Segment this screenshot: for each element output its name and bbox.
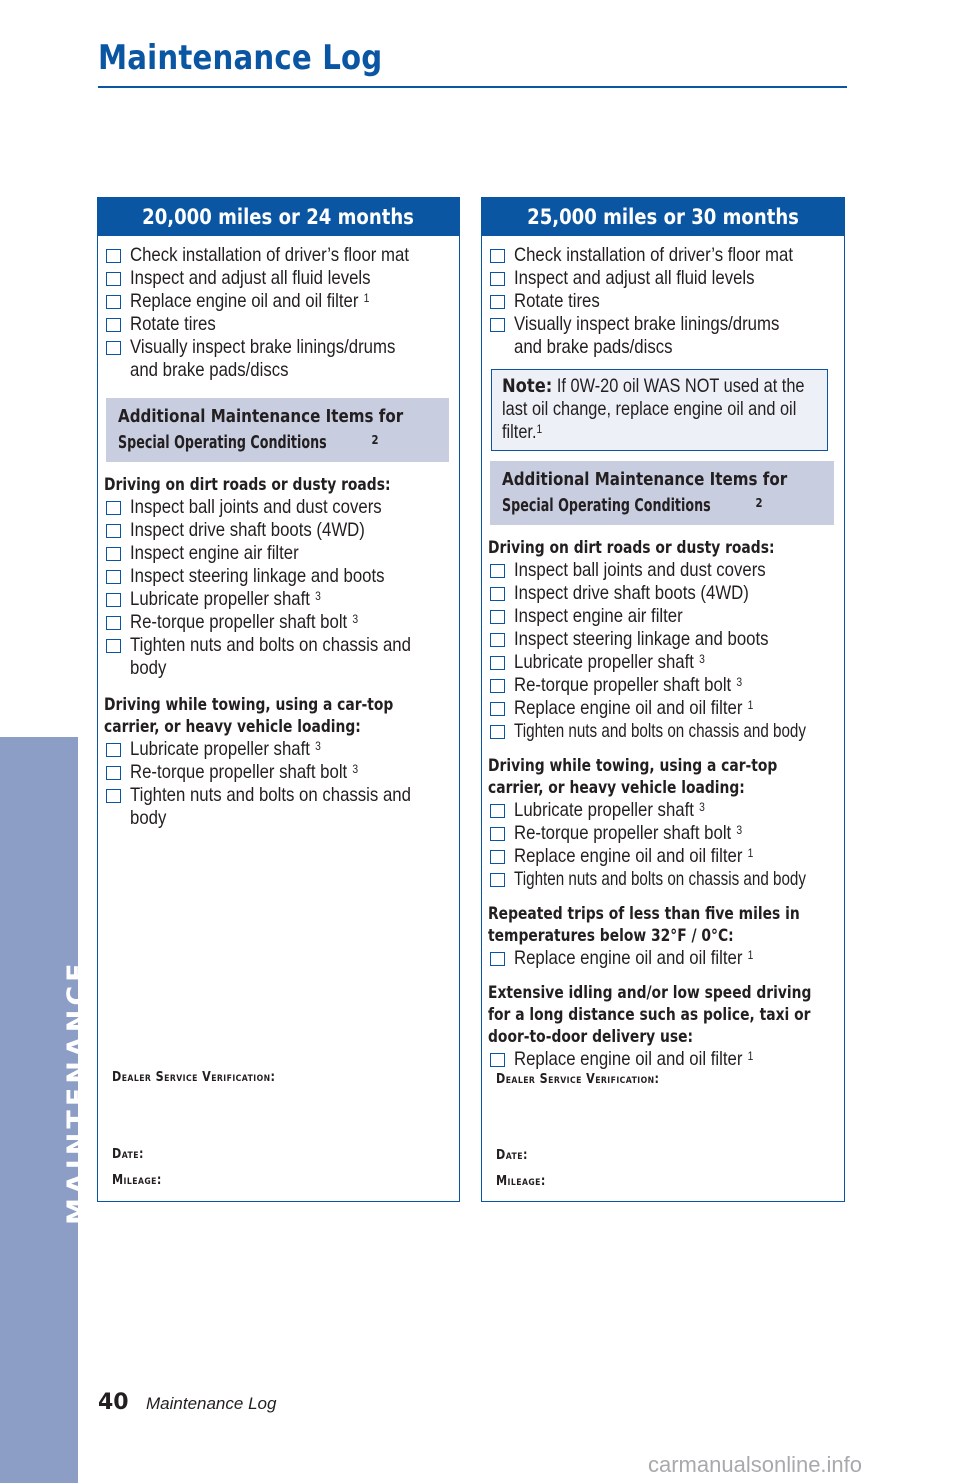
- checklist-item[interactable]: Inspect drive shaft boots (4WD): [104, 519, 453, 542]
- mileage-label: Mileage:: [496, 1174, 546, 1189]
- checklist-item[interactable]: Replace engine oil and oil filter $^1$: [488, 947, 838, 970]
- checklist-item[interactable]: Lubricate propeller shaft $^3$: [104, 588, 453, 611]
- checkbox-icon[interactable]: [106, 524, 121, 538]
- additional-items-box: Additional Maintenance Items for Special Operating Conditions $^2$: [106, 398, 449, 462]
- checklist-item[interactable]: Inspect and adjust all fluid levels: [488, 267, 838, 290]
- checklist-item[interactable]: Rotate tires: [104, 313, 453, 336]
- checklist-item[interactable]: Lubricate propeller shaft $^3$: [104, 738, 453, 761]
- checklist-item[interactable]: Tighten nuts and bolts on chassis and body: [488, 720, 838, 743]
- checkbox-icon[interactable]: [490, 827, 505, 841]
- checklist-item[interactable]: Inspect ball joints and dust covers: [488, 559, 838, 582]
- checkbox-icon[interactable]: [106, 616, 121, 630]
- checklist-item[interactable]: Inspect ball joints and dust covers: [104, 496, 453, 519]
- checkbox-icon[interactable]: [490, 702, 505, 716]
- condition-heading: Extensive idling and/or low speed driving for a long distance such as police, taxi or door-to-door delivery use:: [488, 983, 812, 1046]
- checkbox-icon[interactable]: [490, 679, 505, 693]
- interval-column-20000: [97, 197, 460, 1202]
- checklist-item[interactable]: Re-torque propeller shaft bolt $^3$: [488, 822, 838, 845]
- checklist-item[interactable]: Check installation of driver’s floor mat: [104, 244, 453, 267]
- checklist-item[interactable]: Inspect steering linkage and boots: [104, 565, 453, 588]
- checkbox-icon[interactable]: [490, 873, 505, 887]
- checkbox-icon[interactable]: [106, 593, 121, 607]
- checkbox-icon[interactable]: [490, 804, 505, 818]
- checkbox-icon[interactable]: [106, 249, 121, 263]
- checklist-item[interactable]: Tighten nuts and bolts on chassis and body: [488, 868, 838, 891]
- additional-items-box: Additional Maintenance Items for Special Operating Conditions $^2$: [490, 461, 834, 525]
- checklist-item[interactable]: Replace engine oil and oil filter $^1$: [488, 845, 838, 868]
- checklist-item[interactable]: Rotate tires: [488, 290, 838, 313]
- checkbox-icon[interactable]: [106, 501, 121, 515]
- checklist-item[interactable]: Inspect drive shaft boots (4WD): [488, 582, 838, 605]
- watermark: carmanualsonline.info: [648, 1452, 863, 1477]
- checklist-item[interactable]: Lubricate propeller shaft $^3$: [488, 799, 838, 822]
- page-number: 40: [98, 1390, 129, 1415]
- checkbox-icon[interactable]: [490, 656, 505, 670]
- checklist-item[interactable]: Inspect and adjust all fluid levels: [104, 267, 453, 290]
- checkbox-icon[interactable]: [490, 564, 505, 578]
- interval-column-25000: [481, 197, 845, 1202]
- checklist-item[interactable]: Inspect steering linkage and boots: [488, 628, 838, 651]
- condition-heading: Driving on dirt roads or dusty roads:: [104, 475, 391, 494]
- note-text: If 0W-20 oil WAS NOT used at the last oil change, replace engine oil and oil filter.: [502, 376, 805, 443]
- checkbox-icon[interactable]: [490, 952, 505, 966]
- checkbox-icon[interactable]: [106, 341, 121, 355]
- oil-note-box: Note: If 0W-20 oil WAS NOT used at the last oil change, replace engine oil and oil filter.$^1$: [491, 369, 828, 451]
- checklist-item[interactable]: Replace engine oil and oil filter $^1$: [488, 697, 838, 720]
- column-header: 25,000 miles or 30 months: [482, 198, 844, 236]
- checkbox-icon[interactable]: [490, 249, 505, 263]
- note-label: Note:: [502, 375, 553, 397]
- condition-heading: Driving while towing, using a car-top carrier, or heavy vehicle loading:: [104, 695, 394, 736]
- checkbox-icon[interactable]: [106, 570, 121, 584]
- checkbox-icon[interactable]: [490, 295, 505, 309]
- checklist-item[interactable]: Visually inspect brake linings/drums and brake pads/discs: [104, 336, 453, 382]
- checkbox-icon[interactable]: [490, 725, 505, 739]
- checkbox-icon[interactable]: [490, 318, 505, 332]
- checkbox-icon[interactable]: [490, 1053, 505, 1067]
- checkbox-icon[interactable]: [106, 743, 121, 757]
- checklist-item[interactable]: Tighten nuts and bolts on chassis and body: [104, 634, 453, 680]
- checkbox-icon[interactable]: [490, 587, 505, 601]
- checklist-item[interactable]: Tighten nuts and bolts on chassis and body: [104, 784, 453, 830]
- page-title: Maintenance Log: [98, 38, 383, 78]
- checkbox-icon[interactable]: [490, 610, 505, 624]
- checklist-item[interactable]: Check installation of driver’s floor mat: [488, 244, 838, 267]
- checkbox-icon[interactable]: [106, 766, 121, 780]
- checkbox-icon[interactable]: [106, 639, 121, 653]
- checkbox-icon[interactable]: [106, 547, 121, 561]
- checklist-item[interactable]: Re-torque propeller shaft bolt $^3$: [104, 761, 453, 784]
- title-rule: [98, 86, 847, 88]
- checkbox-icon[interactable]: [106, 272, 121, 286]
- checkbox-icon[interactable]: [490, 633, 505, 647]
- condition-heading: Driving on dirt roads or dusty roads:: [488, 538, 775, 557]
- checklist-item[interactable]: Visually inspect brake linings/drums and brake pads/discs: [488, 313, 838, 359]
- dealer-verification-label: Dealer Service Verification:: [112, 1070, 276, 1085]
- checkbox-icon[interactable]: [106, 295, 121, 309]
- checkbox-icon[interactable]: [106, 318, 121, 332]
- column-header: 20,000 miles or 24 months: [98, 198, 459, 236]
- side-section-label: MAINTENANCE: [62, 959, 93, 1225]
- condition-heading: Driving while towing, using a car-top carrier, or heavy vehicle loading:: [488, 756, 778, 797]
- checklist-item[interactable]: Re-torque propeller shaft bolt $^3$: [104, 611, 453, 634]
- checkbox-icon[interactable]: [106, 789, 121, 803]
- date-label: Date:: [112, 1147, 144, 1162]
- footnote-ref: 1: [363, 291, 370, 305]
- dealer-verification-label: Dealer Service Verification:: [496, 1072, 660, 1087]
- checklist-item[interactable]: Lubricate propeller shaft $^3$: [488, 651, 838, 674]
- date-label: Date:: [496, 1148, 528, 1163]
- checklist-item[interactable]: Re-torque propeller shaft bolt $^3$: [488, 674, 838, 697]
- checkbox-icon[interactable]: [490, 272, 505, 286]
- checkbox-icon[interactable]: [490, 850, 505, 864]
- checklist-item[interactable]: Inspect engine air filter: [104, 542, 453, 565]
- mileage-label: Mileage:: [112, 1173, 162, 1188]
- checklist-item[interactable]: Replace engine oil and oil filter $^1$: [104, 290, 453, 313]
- checklist-item[interactable]: Replace engine oil and oil filter $^1$: [488, 1048, 838, 1071]
- footer-section-title: Maintenance Log: [146, 1394, 277, 1413]
- checklist-item[interactable]: Inspect engine air filter: [488, 605, 838, 628]
- condition-heading: Repeated trips of less than five miles in temperatures below 32°F / 0°C:: [488, 904, 800, 945]
